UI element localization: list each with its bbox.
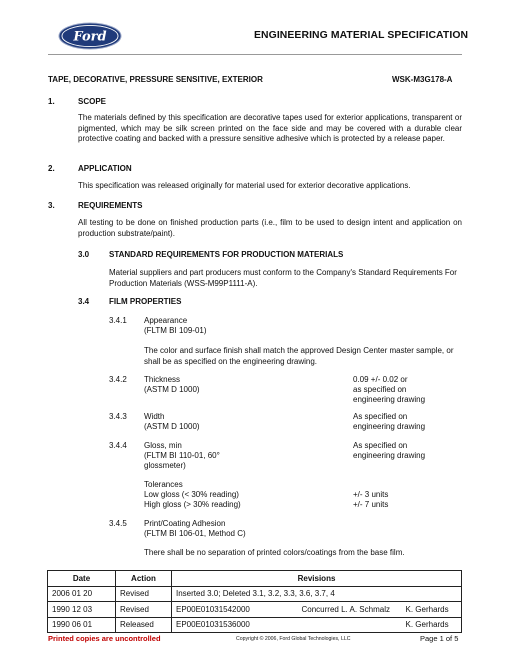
- width-method: (ASTM D 1000): [144, 422, 200, 431]
- standard-text: Material suppliers and part producers must conform to the Company's Standard Requirements For Production Materials (WSS-M99P1111-A).: [109, 268, 457, 288]
- table-row: [48, 586, 462, 602]
- section-title-standard: STANDARD REQUIREMENTS FOR PRODUCTION MATERIALS: [109, 250, 344, 259]
- thickness-value: as specified on: [353, 385, 407, 394]
- ford-logo: [58, 22, 122, 50]
- revision-concurred: [298, 617, 402, 633]
- gloss-method: glossmeter): [144, 461, 186, 470]
- section-number: 1.: [48, 97, 55, 106]
- uncontrolled-copy-notice: Printed copies are uncontrolled: [48, 634, 161, 643]
- section-number: 2.: [48, 164, 55, 173]
- revision-description: EP00E01031536000: [172, 617, 298, 633]
- gloss-value: As specified on: [353, 441, 408, 450]
- gloss-value: engineering drawing: [353, 451, 426, 460]
- table-row: [48, 617, 462, 633]
- appearance-method: (FLTM BI 109-01): [144, 326, 207, 335]
- column-header-date: Date: [48, 571, 116, 587]
- subsection-number: 3.4.1: [109, 316, 127, 325]
- revision-action: Revised: [116, 602, 172, 618]
- revision-action: Released: [116, 617, 172, 633]
- subsection-number: 3.4.3: [109, 412, 127, 421]
- thickness-method: (ASTM D 1000): [144, 385, 200, 394]
- thickness-label: Thickness: [144, 375, 181, 384]
- gloss-method: (FLTM BI 110-01, 60°: [144, 451, 220, 460]
- tolerance-low-value: +/- 3 units: [353, 490, 389, 499]
- adhesion-method: (FLTM BI 106-01, Method C): [144, 529, 246, 538]
- revision-concurred: Concurred L. A. Schmalz: [298, 602, 402, 618]
- document-title: TAPE, DECORATIVE, PRESSURE SENSITIVE, EXTERIOR: [48, 75, 263, 84]
- column-header-action: Action: [116, 571, 172, 587]
- tolerance-low-label: Low gloss (< 30% reading): [144, 490, 239, 499]
- section-title-requirements: REQUIREMENTS: [78, 201, 143, 210]
- document-code: WSK-M3G178-A: [392, 75, 453, 84]
- tolerances-title: Tolerances: [144, 480, 183, 489]
- subsection-number: 3.4.5: [109, 519, 127, 528]
- copyright-notice: Copyright © 2006, Ford Global Technologies, LLC: [236, 636, 351, 642]
- revision-date: 1990 06 01: [48, 617, 116, 633]
- section-title-film: FILM PROPERTIES: [109, 297, 182, 306]
- section-number: 3.0: [78, 250, 90, 259]
- table-header-row: [48, 571, 462, 587]
- width-label: Width: [144, 412, 165, 421]
- section-title-scope: SCOPE: [78, 97, 107, 106]
- header-divider: [48, 54, 462, 55]
- width-value: As specified on: [353, 412, 408, 421]
- revision-author: K. Gerhards: [402, 617, 462, 633]
- gloss-label: Gloss, min: [144, 441, 182, 450]
- column-header-revisions: Revisions: [172, 571, 462, 587]
- revisions-table: [47, 570, 462, 633]
- thickness-value: engineering drawing: [353, 395, 426, 404]
- revision-description: Inserted 3.0; Deleted 3.1, 3.2, 3.3, 3.6, 3.7, 4: [172, 586, 462, 602]
- section-title-application: APPLICATION: [78, 164, 132, 173]
- thickness-value: 0.09 +/- 0.02 or: [353, 375, 408, 384]
- spec-header-title: ENGINEERING MATERIAL SPECIFICATION: [254, 30, 469, 41]
- subsection-number: 3.4.4: [109, 441, 127, 450]
- adhesion-text: There shall be no separation of printed colors/coatings from the base film.: [144, 548, 405, 557]
- revision-action: Revised: [116, 586, 172, 602]
- revision-date: 1990 12 03: [48, 602, 116, 618]
- section-number: 3.4: [78, 297, 90, 306]
- page-number: Page 1 of 5: [420, 634, 459, 643]
- logo-wordmark: Ford: [73, 29, 107, 45]
- section-number: 3.: [48, 201, 55, 210]
- appearance-text: The color and surface finish shall match the approved Design Center master sample, or shall be as specified on the engineering drawing.: [144, 346, 454, 366]
- table-row: [48, 602, 462, 618]
- width-value: engineering drawing: [353, 422, 426, 431]
- tolerance-high-value: +/- 7 units: [353, 500, 389, 509]
- application-text: This specification was released originally for material used for exterior decorative applications.: [78, 181, 411, 190]
- appearance-label: Appearance: [144, 316, 188, 325]
- revision-date: 2006 01 20: [48, 586, 116, 602]
- requirements-text: All testing to be done on finished production parts (i.e., film to be used to design intent and application on production substrate/paint).: [78, 218, 462, 238]
- subsection-number: 3.4.2: [109, 375, 127, 384]
- adhesion-label: Print/Coating Adhesion: [144, 519, 226, 528]
- scope-text: The materials defined by this specification are decorative tapes used for exterior applications, transparent or pigmented, which may be silk screen printed on the face side and may be covered with a durable clear protective coating and backed with a pressure sensitive adhesive which is protected by a release paper.: [78, 113, 462, 144]
- tolerance-high-label: High gloss (> 30% reading): [144, 500, 241, 509]
- revision-description: EP00E01031542000: [172, 602, 298, 618]
- revision-author: K. Gerhards: [402, 602, 462, 618]
